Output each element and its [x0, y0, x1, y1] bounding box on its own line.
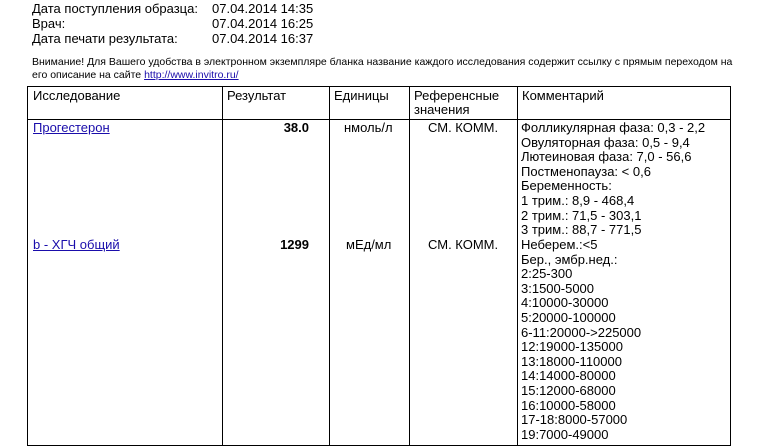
study-link-progesterone[interactable]: Прогестерон [33, 120, 110, 135]
comment-line: 12:19000-135000 [521, 339, 623, 355]
invitro-link[interactable]: http://www.invitro.ru/ [144, 69, 239, 81]
units-value: нмоль/л [344, 120, 393, 135]
info-value: 07.04.2014 14:35 [212, 1, 314, 16]
column-divider [517, 87, 518, 445]
comment-line: 2:25-300 [521, 266, 573, 282]
column-header-study: Исследование [33, 88, 121, 103]
column-header-units: Единицы [334, 88, 389, 103]
comment-b-hcg [521, 238, 641, 442]
comment-line: 4:10000-30000 [521, 295, 609, 311]
comment-line: 2 трим.: 71,5 - 303,1 [521, 207, 642, 223]
column-header-reference: Референсные значения [414, 88, 500, 117]
notice-text [32, 56, 742, 82]
reference-value: СМ. КОММ. [428, 120, 499, 135]
info-label: Дата поступления образца: [32, 1, 198, 16]
comment-line: 19:7000-49000 [521, 426, 609, 442]
comment-line: 15:12000-68000 [521, 382, 616, 398]
comment-line: 17-18:8000-57000 [521, 412, 628, 428]
column-divider [222, 87, 223, 445]
result-value: 38.0 [283, 120, 309, 135]
column-divider [329, 87, 330, 445]
info-label: Дата печати результата: [32, 31, 178, 46]
notice-body: Внимание! Для Вашего удобства в электронном экземпляре бланка название каждого исследования содержит ссылку с прямым переходом на его описание на сайте [32, 56, 733, 81]
info-value: 07.04.2014 16:37 [212, 31, 314, 46]
comment-line: 16:10000-58000 [521, 397, 616, 413]
info-label: Врач: [32, 16, 66, 31]
comment-line: Фолликулярная фаза: 0,3 - 2,2 [521, 120, 706, 135]
result-value: 1299 [280, 237, 309, 252]
comment-line: 1 трим.: 8,9 - 468,4 [521, 192, 635, 208]
study-link-b-hcg[interactable]: b - ХГЧ общий [33, 237, 120, 252]
comment-line: Беременность: [521, 178, 612, 194]
comment-progesterone [521, 121, 705, 238]
results-table [27, 86, 731, 446]
comment-line: 3 трим.: 88,7 - 771,5 [521, 222, 642, 238]
info-value: 07.04.2014 16:25 [212, 16, 314, 31]
comment-line: Бер., эмбр.нед.: [521, 251, 618, 267]
comment-line: Овуляторная фаза: 0,5 - 9,4 [521, 134, 690, 150]
comment-line: 13:18000-110000 [521, 353, 622, 369]
column-header-result: Результат [227, 88, 287, 103]
column-divider [409, 87, 410, 445]
comment-line: 5:20000-100000 [521, 309, 616, 325]
comment-line: 3:1500-5000 [521, 280, 595, 296]
reference-value: СМ. КОММ. [428, 237, 499, 252]
units-value: мЕд/мл [346, 237, 392, 252]
comment-line: Лютеиновая фаза: 7,0 - 56,6 [521, 149, 692, 165]
comment-line: Постменопауза: < 0,6 [521, 163, 651, 179]
comment-line: 6-11:20000->225000 [521, 324, 642, 340]
comment-line: 14:14000-80000 [521, 368, 616, 384]
comment-line: Неберем.:<5 [521, 237, 598, 252]
column-header-comment: Комментарий [522, 88, 604, 103]
